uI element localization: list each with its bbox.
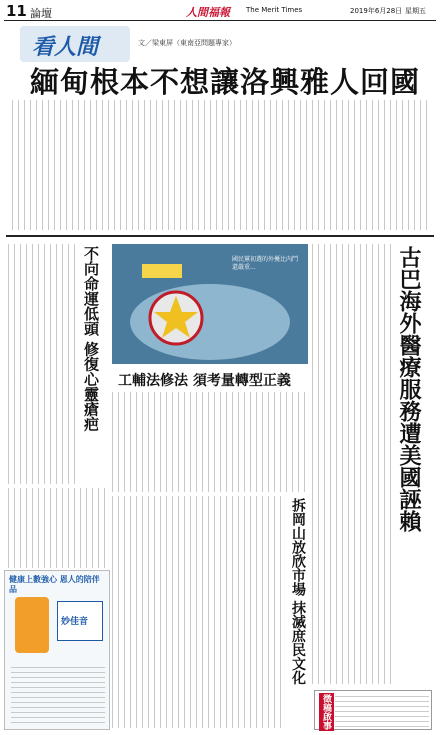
- ad-headline: 健康上數強心 恩人的陪伴品: [9, 575, 100, 594]
- info-box-title: 徵稿啟事: [319, 693, 334, 731]
- ad-bottle: [15, 597, 49, 653]
- lead-article-body: [12, 100, 428, 230]
- column-logo: [20, 26, 130, 62]
- lower-article-body: [112, 496, 284, 728]
- middle-article-headline: 工輔法修法 須考量轉型正義: [118, 373, 291, 389]
- cartoon-caption: 國民黨初選的外擾比內鬥還嚴重...: [232, 256, 299, 271]
- middle-article-body: [112, 392, 308, 492]
- editorial-cartoon: [112, 244, 308, 364]
- info-box: [314, 690, 432, 730]
- right-article-headline: 古巴海外醫療服務遭美國誣賴: [396, 246, 421, 532]
- issue-weekday: 星期五: [405, 7, 426, 15]
- byline: 文／梁東屏（東南亞問題專家）: [138, 39, 236, 47]
- column-logo-text: 看人間: [32, 35, 99, 60]
- masthead-rule: [4, 20, 436, 21]
- lead-article-rule: [6, 235, 434, 237]
- ad-product: 妙佳音: [61, 617, 89, 627]
- ad-fine-print: [11, 663, 105, 723]
- lower-article-headline: 拆岡山放欣市場 抹滅庶民文化: [290, 498, 306, 685]
- issue-date: 2019年6月28日: [350, 7, 403, 15]
- advertisement[interactable]: [4, 570, 110, 730]
- paper-logo: 人間福報: [186, 6, 230, 19]
- cartoon-badge: [142, 264, 182, 278]
- left-lower-article-body: [8, 488, 108, 568]
- left-article-headline: 不向命運低頭 修復心靈瘡疤: [82, 246, 100, 432]
- page-number: 11: [6, 2, 27, 20]
- section-title: 論壇: [30, 7, 52, 20]
- paper-logo-en: The Merit Times: [246, 6, 303, 14]
- right-article-body: [312, 244, 392, 684]
- lead-headline: 緬甸根本不想讓洛興雅人回國: [30, 65, 421, 99]
- masthead: [0, 0, 440, 22]
- left-article-body: [8, 244, 78, 484]
- info-box-body: [335, 695, 429, 727]
- ad-product-box: [57, 601, 103, 641]
